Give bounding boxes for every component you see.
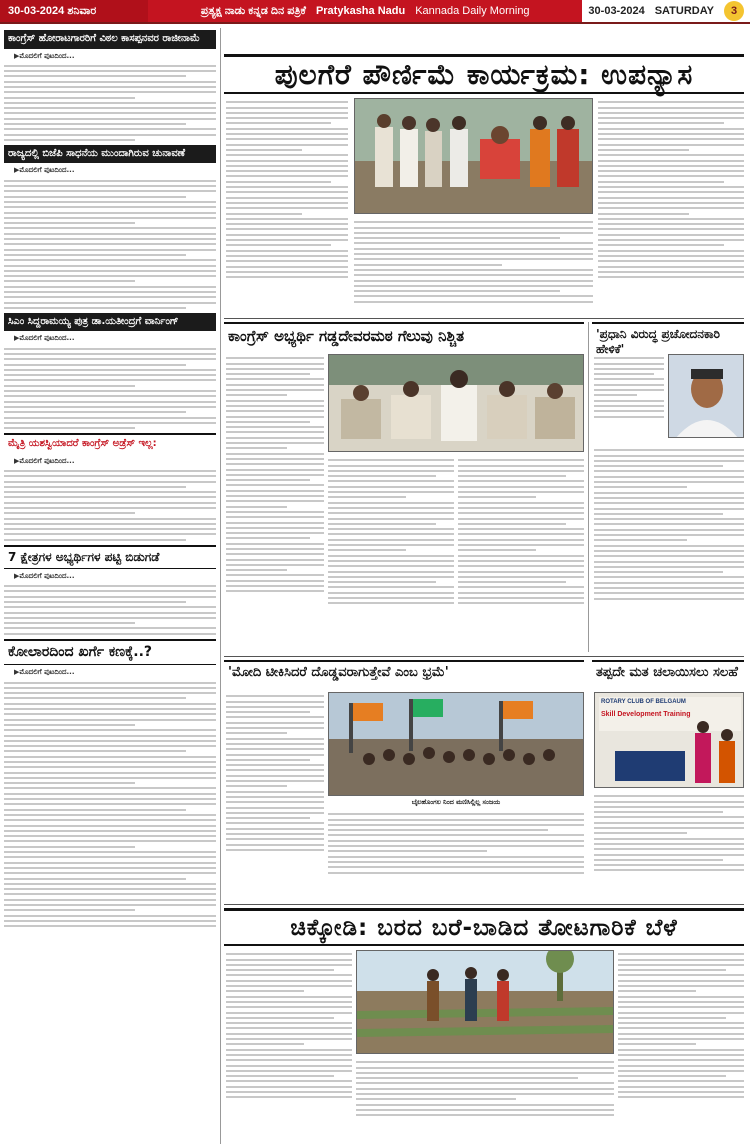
- left-story1-headline: ಕಾಂಗ್ರೆಸ್ ಹೋರಾಟಗಾರರಿಗೆ ವಿಠಲ ಕಾಸಪ್ಪನವರ ರಾಜೀನಾಮೆ: [4, 30, 216, 49]
- left-story3-headline: ಸಿಎಂ ಸಿದ್ದರಾಮಯ್ಯ ಪುತ್ರ ಡಾ.ಯತೀಂದ್ರಗೆ ವಾರ್ನಿಂಗ್: [4, 313, 216, 332]
- mid-story1-text-b: [328, 456, 454, 654]
- mid-story3-caption: ಬೈಲಹೊಂಗಲ ನಿಂದ ಮಣಿಸಿಲ್ಲಿಲ್ಲ ಸಂಜಯ: [411, 798, 501, 806]
- masthead-date-right: 30-03-2024: [588, 5, 645, 17]
- left-story5-text: [4, 585, 216, 635]
- mid-story3-headline: 'ಮೋದಿ ಟೀಕಿಸಿದರೆ ದೊಡ್ಡವರಾಗುತ್ತೇವೆ ಎಂಬ ಭ್ರಮೆ': [224, 660, 584, 688]
- left-story1-byline: ▶ಮೊದಲಿಗೆ ಪುಟದಿಂದ...: [14, 51, 75, 60]
- mid-story1-text-c: [458, 456, 584, 654]
- portrait-illustration: [669, 355, 744, 438]
- mid-story1-photo-illustration: [329, 355, 584, 452]
- bottom-photo: [356, 950, 614, 1054]
- mid-story4-photo: [594, 692, 744, 788]
- mid-story2-text-b: [594, 446, 744, 652]
- left-story6-text: [4, 682, 216, 928]
- bottom-text-c: [618, 950, 744, 1144]
- masthead-day: SATURDAY: [654, 5, 714, 17]
- masthead-brand: [148, 0, 582, 22]
- left-story3-byline: ▶ಮೊದಲಿಗೆ ಪುಟದಿಂದ...: [14, 334, 75, 343]
- left-column: [4, 26, 216, 1144]
- left-story4-byline: ▶ಮೊದಲಿಗೆ ಪುಟದಿಂದ...: [14, 456, 75, 465]
- lead-headline: ಪುಲಗೆರೆ ಪೌರ್ಣಿಮೆ ಕಾರ್ಯಕ್ರಮ: ಉಪನ್ಯಾಸ: [224, 54, 744, 94]
- column-divider-mid: [588, 322, 589, 652]
- masthead: [0, 0, 750, 24]
- mid-story3-text-b: [328, 810, 584, 902]
- mid-story4-headline: ತಪ್ಪದೇ ಮತ ಚಲಾಯಿಸಲು ಸಲಹೆ: [592, 660, 744, 688]
- left-story4-text: [4, 470, 216, 541]
- mid-story3-photo: [328, 692, 584, 796]
- mid-story4-text: [594, 792, 744, 902]
- mid-bottom-rule: [224, 656, 744, 657]
- left-story5-headline: 7 ಕ್ಷೇತ್ರಗಳ ಅಭ್ಯರ್ಥಿಗಳ ಪಟ್ಟಿ ಬಿಡುಗಡೆ: [4, 545, 216, 569]
- left-story2-text: [4, 180, 216, 309]
- rotary-banner-title: ROTARY CLUB OF BELGAUM: [601, 699, 686, 705]
- left-story5-byline: ▶ಮೊದಲಿಗೆ ಪುಟದಿಂದ...: [14, 571, 75, 580]
- bottom-text-b: [356, 1058, 614, 1144]
- masthead-brand-name: Pratykasha Nadu: [315, 5, 406, 17]
- lead-bottom-rule: [224, 318, 744, 319]
- masthead-right: [582, 0, 750, 22]
- left-story2-headline: ರಾಜ್ಯದಲ್ಲಿ ಬಿಜೆಪಿ ಸಾಧನೆಯ ಮುಂದಾಗಿರುವ ಚುನಾವಣೆ: [4, 145, 216, 164]
- mid-story3-text-a: [226, 692, 324, 902]
- masthead-date: 30-03-2024 ಶನಿವಾರ: [0, 0, 148, 22]
- bottom-headline: ಚಿಕ್ಕೋಡಿ: ಬರದ ಬರೆ-ಬಾಡಿದ ತೋಟಗಾರಿಕೆ ಬೆಳೆ: [224, 908, 744, 946]
- masthead-brand-sub: Kannada Daily Morning: [415, 5, 530, 17]
- left-story6-byline: ▶ಮೊದಲಿಗೆ ಪುಟದಿಂದ...: [14, 668, 75, 677]
- left-story6-headline: ಕೋಲಾರದಿಂದ ಖರ್ಗೆ ಕಣಕ್ಕೆ..?: [4, 639, 216, 666]
- left-story3-text: [4, 348, 216, 429]
- mid-story1-text-a: [226, 354, 324, 654]
- page-number-badge: 3: [724, 1, 744, 21]
- rally-photo-illustration: [329, 693, 584, 796]
- left-story4-headline: ಮೈತ್ರಿ ಯಶಸ್ವಿಯಾದರೆ ಕಾಂಗ್ರೆಸ್ ಅಡ್ರೆಸ್ ಇಲ್ಲ:: [4, 433, 216, 454]
- mid-story2-portrait: [668, 354, 744, 438]
- farm-photo-illustration: [357, 951, 614, 1054]
- lead-text-right: [598, 98, 744, 316]
- bottom-section-rule: [224, 904, 744, 905]
- left-story1-text: [4, 65, 216, 141]
- lead-photo: [354, 98, 593, 214]
- lead-text-left: [226, 98, 348, 316]
- rotary-banner-sub: Skill Development Training: [601, 711, 691, 718]
- mid-story2-text-a: [594, 354, 664, 444]
- lead-text-under-photo: [354, 218, 593, 316]
- column-divider-left: [220, 28, 221, 1144]
- event-photo-illustration: [595, 693, 744, 788]
- lead-photo-illustration: [355, 99, 593, 214]
- bottom-text-a: [226, 950, 352, 1144]
- mid-story1-photo: [328, 354, 584, 452]
- mid-story1-headline: ಕಾಂಗ್ರೆಸ್ ಅಭ್ಯರ್ಥಿ ಗಡ್ಡದೇವರಮಠ ಗೆಲುವು ನಿಶ್ಚಿತ: [224, 322, 584, 350]
- mid-story2-headline: 'ಪ್ರಧಾನಿ ವಿರುದ್ಧ ಪ್ರಚೋದನಕಾರಿ ಹೇಳಿಕೆ': [592, 322, 744, 350]
- masthead-tagline: ಪ್ರತ್ಯಕ್ಷ ನಾಡು ಕನ್ನಡ ದಿನ ಪತ್ರಿಕೆ: [200, 4, 306, 17]
- left-story2-byline: ▶ಮೊದಲಿಗೆ ಪುಟದಿಂದ...: [14, 166, 75, 175]
